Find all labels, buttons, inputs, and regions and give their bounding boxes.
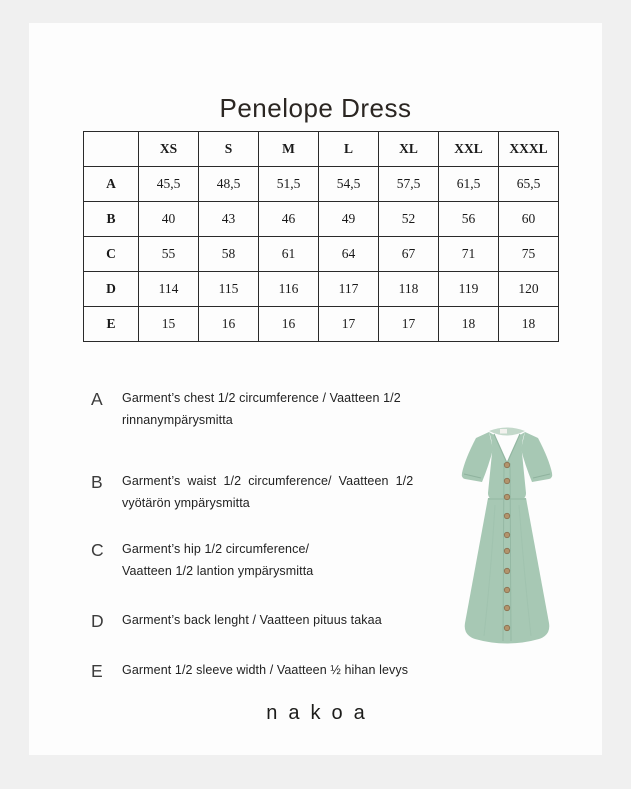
measurement-value: 43	[199, 202, 259, 237]
description-letter: C	[91, 540, 104, 560]
measurement-description-b	[91, 471, 461, 514]
size-chart-table	[83, 131, 559, 342]
size-chart-page	[29, 23, 602, 755]
description-letter: E	[91, 661, 103, 681]
measurement-value: 61,5	[439, 167, 499, 202]
measurement-value: 120	[499, 272, 559, 307]
description-text: Garment’s hip 1/2 circumference/ Vaatteen 1/2 lantion ympärysmitta	[122, 542, 314, 578]
measurement-value: 55	[139, 237, 199, 272]
measurement-value: 15	[139, 307, 199, 342]
measurement-value: 18	[499, 307, 559, 342]
page-title: Penelope Dress	[219, 93, 412, 123]
button	[504, 548, 509, 553]
measurement-row	[84, 237, 559, 272]
measurement-value: 119	[439, 272, 499, 307]
measurement-value: 64	[319, 237, 379, 272]
size-column-header: M	[259, 132, 319, 167]
size-header-row	[84, 132, 559, 167]
button	[504, 605, 509, 610]
measurement-value: 52	[379, 202, 439, 237]
measurement-label: A	[84, 167, 139, 202]
description-text: Garment’s back lenght / Vaatteen pituus takaa	[122, 613, 382, 627]
button	[504, 532, 509, 537]
measurement-label: C	[84, 237, 139, 272]
measurement-value: 57,5	[379, 167, 439, 202]
measurement-value: 117	[319, 272, 379, 307]
measurement-value: 16	[259, 307, 319, 342]
button	[504, 478, 509, 483]
button	[504, 462, 509, 467]
measurement-value: 115	[199, 272, 259, 307]
size-column-header: L	[319, 132, 379, 167]
measurement-value: 118	[379, 272, 439, 307]
measurement-value: 67	[379, 237, 439, 272]
description-letter: D	[91, 611, 104, 631]
brand-logo: nakoa	[266, 702, 376, 724]
size-column-header: XXL	[439, 132, 499, 167]
measurement-value: 58	[199, 237, 259, 272]
button	[504, 494, 509, 499]
measurement-row	[84, 272, 559, 307]
measurement-value: 54,5	[319, 167, 379, 202]
measurement-description-e	[91, 660, 461, 682]
description-text: Garment’s waist 1/2 circumference/ Vaatteen 1/2 vyötärön ympärysmitta	[122, 474, 414, 510]
measurement-value: 56	[439, 202, 499, 237]
measurement-value: 71	[439, 237, 499, 272]
measurement-row	[84, 202, 559, 237]
description-letter: B	[91, 472, 103, 492]
measurement-description-a	[91, 388, 461, 431]
measurement-value: 45,5	[139, 167, 199, 202]
measurement-value: 16	[199, 307, 259, 342]
measurement-value: 48,5	[199, 167, 259, 202]
measurement-value: 116	[259, 272, 319, 307]
measurement-value: 46	[259, 202, 319, 237]
button	[504, 513, 509, 518]
measurement-label: B	[84, 202, 139, 237]
size-column-header: XL	[379, 132, 439, 167]
measurement-value: 49	[319, 202, 379, 237]
measurement-description-d	[91, 610, 461, 632]
size-column-header: S	[199, 132, 259, 167]
measurement-value: 114	[139, 272, 199, 307]
measurement-value: 17	[379, 307, 439, 342]
description-text: Garment 1/2 sleeve width / Vaatteen ½ hihan levys	[122, 663, 409, 677]
measurement-value: 18	[439, 307, 499, 342]
size-column-header: XS	[139, 132, 199, 167]
measurement-value: 65,5	[499, 167, 559, 202]
measurement-row	[84, 307, 559, 342]
measurement-value: 60	[499, 202, 559, 237]
button	[504, 587, 509, 592]
size-column-header: XXXL	[499, 132, 559, 167]
description-text: Garment’s chest 1/2 circumference / Vaatteen 1/2 rinnanympärysmitta	[122, 391, 401, 427]
description-letter: A	[91, 389, 103, 409]
button	[504, 568, 509, 573]
measurement-value: 51,5	[259, 167, 319, 202]
measurement-value: 17	[319, 307, 379, 342]
measurement-label: D	[84, 272, 139, 307]
measurement-description-c	[91, 539, 461, 582]
dress-photo	[448, 423, 588, 655]
neck-label-tag	[500, 429, 507, 434]
button	[504, 625, 509, 630]
measurement-value: 61	[259, 237, 319, 272]
measurement-label: E	[84, 307, 139, 342]
corner-cell	[84, 132, 139, 167]
measurement-value: 40	[139, 202, 199, 237]
measurement-value: 75	[499, 237, 559, 272]
measurement-row	[84, 167, 559, 202]
